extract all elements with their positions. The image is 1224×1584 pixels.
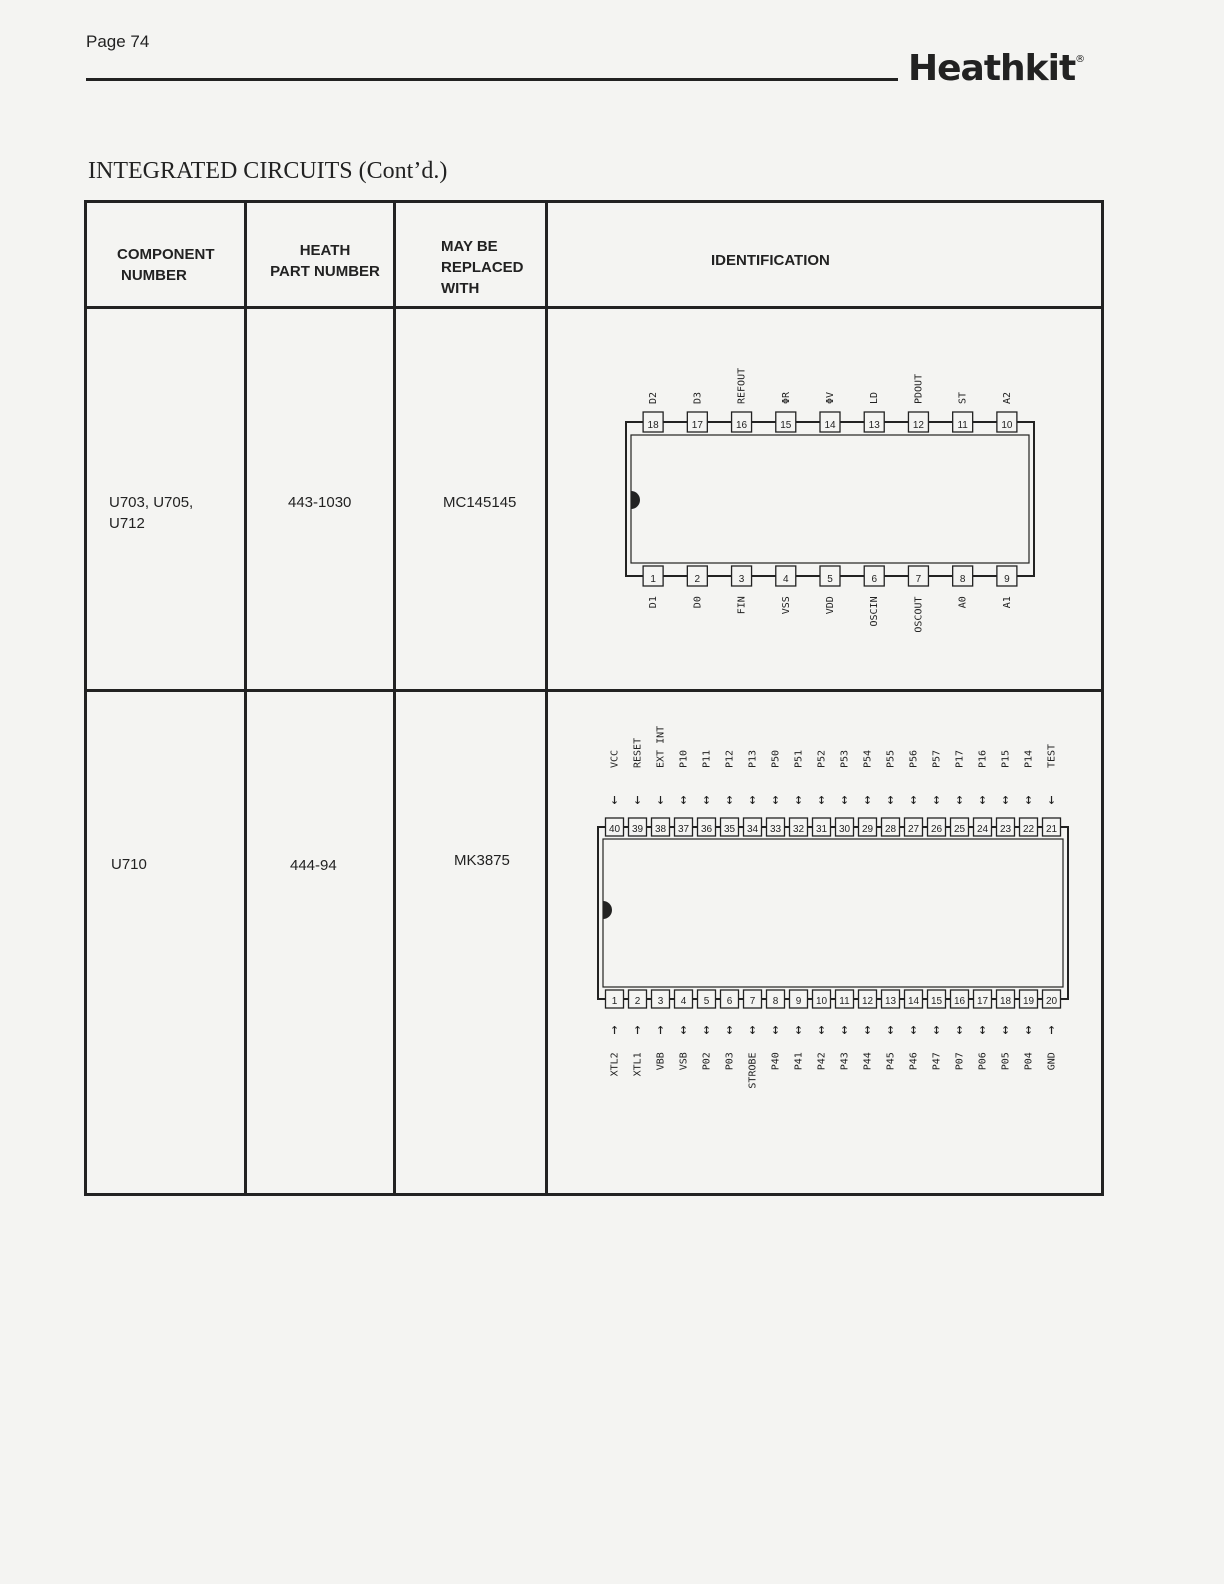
pin-number: 6 [726, 996, 733, 1007]
pin-label: D2 [648, 391, 660, 404]
pin-number: 7 [749, 996, 756, 1007]
component-line: U712 [109, 515, 145, 532]
pin-label: P53 [839, 749, 851, 768]
signal-arrow: ↕ [724, 790, 735, 808]
pin-number: 18 [999, 996, 1012, 1007]
signal-arrow: ↑ [609, 1020, 620, 1038]
pin-label: P45 [885, 1052, 897, 1071]
signal-arrow: ↕ [747, 790, 758, 808]
signal-arrow: ↕ [908, 1020, 919, 1038]
ic-body-inner [603, 839, 1063, 987]
pin-number: 7 [915, 574, 922, 585]
pin-label: P15 [1000, 749, 1012, 768]
pin-number: 19 [1022, 996, 1035, 1007]
pin-label: D1 [648, 596, 660, 609]
pin-number: 28 [884, 824, 897, 835]
pin-number: 12 [912, 420, 925, 431]
signal-arrow: ↓ [655, 790, 666, 808]
pin-label: P13 [747, 749, 759, 768]
pin-number: 27 [907, 824, 920, 835]
pin-label: D3 [692, 391, 704, 404]
pin-label: GND [1046, 1052, 1058, 1071]
pin-number: 30 [838, 824, 851, 835]
pin-number: 22 [1022, 824, 1035, 835]
pin-number: 26 [930, 824, 943, 835]
pin-label: P41 [793, 1052, 805, 1071]
pin-number: 15 [780, 420, 792, 431]
pin-number: 8 [959, 574, 966, 585]
pin-label: ΦV [825, 391, 836, 404]
signal-arrow: ↕ [954, 1020, 965, 1038]
signal-arrow: ↕ [747, 1020, 758, 1038]
signal-arrow: ↕ [701, 1020, 712, 1038]
pin-number: 2 [634, 996, 641, 1007]
signal-arrow: ↕ [678, 790, 689, 808]
section-title: INTEGRATED CIRCUITS (Cont’d.) [88, 158, 448, 184]
signal-arrow: ↕ [678, 1020, 689, 1038]
ic-body [598, 827, 1068, 999]
pin-number: 36 [700, 824, 713, 835]
signal-arrow: ↕ [862, 790, 873, 808]
signal-arrow: ↕ [931, 790, 942, 808]
pin-label: VSB [678, 1052, 690, 1071]
pin-label: OSCOUT [913, 596, 925, 633]
pin-number: 40 [608, 824, 621, 835]
signal-arrow: ↕ [885, 790, 896, 808]
pin-number: 14 [824, 420, 836, 431]
pin-number: 35 [723, 824, 736, 835]
col-header-line: HEATH [299, 242, 351, 259]
pin-label: XTL2 [609, 1052, 621, 1077]
pin-label: P47 [931, 1052, 943, 1071]
pin-label: A2 [1001, 391, 1013, 404]
signal-arrow: ↕ [724, 1020, 735, 1038]
pin-label: OSCIN [869, 596, 881, 627]
pin-label: P11 [701, 749, 713, 768]
pin-label: P17 [954, 749, 966, 768]
pin-number: 13 [884, 996, 897, 1007]
pin-label: P44 [862, 1052, 874, 1071]
signal-arrow: ↕ [931, 1020, 942, 1038]
col-header-identification: IDENTIFICATION [711, 252, 830, 269]
pin-number: 33 [769, 824, 782, 835]
pin-label: P07 [954, 1052, 966, 1071]
signal-arrow: ↕ [977, 1020, 988, 1038]
pin-label: P02 [701, 1052, 713, 1071]
signal-arrow: ↕ [839, 790, 850, 808]
pin-number: 32 [792, 824, 805, 835]
pin-number: 12 [861, 996, 874, 1007]
page-number: Page 74 [86, 32, 150, 51]
pin-label: P10 [678, 749, 690, 768]
signal-arrow: ↕ [1000, 790, 1011, 808]
pin-label: P54 [862, 749, 874, 768]
signal-arrow: ↓ [632, 790, 643, 808]
pin-number: 24 [976, 824, 989, 835]
pin1-notch [603, 901, 612, 919]
signal-arrow: ↓ [1046, 790, 1057, 808]
signal-arrow: ↕ [816, 1020, 827, 1038]
registered-mark: ® [1075, 54, 1085, 65]
pin-label: XTL1 [632, 1052, 644, 1077]
pin-label: LD [869, 391, 881, 404]
row2-replacement: MK3875 [454, 852, 510, 869]
pin-label: P43 [839, 1052, 851, 1071]
pin-number: 23 [999, 824, 1012, 835]
pin-label: VCC [609, 749, 621, 768]
pin-label: P06 [977, 1052, 989, 1071]
signal-arrow: ↕ [770, 790, 781, 808]
component-line: U703, U705, [109, 494, 194, 511]
pin-label: D0 [692, 596, 704, 609]
col-header-line: WITH [441, 280, 480, 297]
ic-body-inner [631, 435, 1029, 563]
pin-number: 13 [868, 420, 880, 431]
pin-number: 38 [654, 824, 667, 835]
pin-label: STROBE [747, 1052, 759, 1089]
pin-number: 14 [907, 996, 920, 1007]
signal-arrow: ↓ [609, 790, 620, 808]
pin-label: P04 [1023, 1052, 1035, 1071]
signal-arrow: ↕ [908, 790, 919, 808]
pin-number: 2 [694, 574, 701, 585]
pin-label: VDD [825, 596, 836, 615]
signal-arrow: ↑ [632, 1020, 643, 1038]
pin-label: P52 [816, 749, 828, 768]
pin-number: 37 [677, 824, 690, 835]
row2-heath-part: 444-94 [290, 857, 337, 874]
pin-label: P03 [724, 1052, 736, 1071]
pin-label: P57 [931, 749, 943, 768]
col-header-line: MAY BE [441, 238, 498, 255]
signal-arrow: ↕ [793, 790, 804, 808]
pin-label: TEST [1046, 743, 1058, 768]
pin-label: P14 [1023, 749, 1035, 768]
pin-number: 5 [827, 574, 833, 585]
pin-label: P50 [770, 749, 782, 768]
pin-number: 31 [815, 824, 828, 835]
pin-number: 10 [815, 996, 828, 1007]
pin-number: 11 [839, 996, 850, 1007]
pin-label: A1 [1001, 596, 1013, 609]
pin-number: 8 [772, 996, 779, 1007]
pin-number: 3 [657, 996, 664, 1007]
signal-arrow: ↕ [954, 790, 965, 808]
signal-arrow: ↕ [1000, 1020, 1011, 1038]
pin-number: 20 [1045, 996, 1058, 1007]
row1-replacement: MC145145 [443, 494, 517, 511]
col-header-line: NUMBER [121, 267, 187, 284]
pin-label: ST [957, 391, 969, 404]
pin-label: P16 [977, 749, 989, 768]
ic-mc145145-pinout [626, 412, 1034, 586]
pin1-notch [631, 491, 640, 509]
pin-number: 4 [782, 574, 789, 585]
ic-mk3875-pinout [598, 790, 1068, 1038]
pin-label: P05 [1000, 1052, 1012, 1071]
pin-number: 18 [647, 420, 659, 431]
pin-number: 16 [735, 420, 748, 431]
signal-arrow: ↕ [816, 790, 827, 808]
col-header-line: REPLACED [441, 259, 524, 276]
signal-arrow: ↕ [701, 790, 712, 808]
pin-number: 1 [611, 996, 618, 1007]
signal-arrow: ↕ [862, 1020, 873, 1038]
pin-label: P46 [908, 1052, 920, 1071]
signal-arrow: ↕ [770, 1020, 781, 1038]
signal-arrow: ↕ [793, 1020, 804, 1038]
pin-number: 29 [861, 824, 874, 835]
col-header-line: COMPONENT [117, 246, 215, 263]
pin-number: 17 [691, 420, 703, 431]
pin-number: 17 [976, 996, 989, 1007]
pin-label: FIN [736, 596, 748, 615]
signal-arrow: ↕ [1023, 790, 1034, 808]
pin-number: 11 [957, 420, 968, 431]
pin-number: 21 [1045, 824, 1058, 835]
signal-arrow: ↕ [977, 790, 988, 808]
pin-label: A0 [957, 596, 969, 609]
pin-label: REFOUT [736, 367, 748, 404]
pin-label: VSS [780, 596, 792, 615]
pin-number: 6 [871, 574, 878, 585]
signal-arrow: ↑ [655, 1020, 666, 1038]
pin-label: P55 [885, 749, 897, 768]
pin-number: 5 [703, 996, 710, 1007]
pin-label: P56 [908, 749, 920, 768]
signal-arrow: ↕ [839, 1020, 850, 1038]
pin-label: EXT INT [655, 725, 667, 768]
pin-label: VBB [655, 1052, 667, 1071]
pin-label: P12 [724, 749, 736, 768]
pin-number: 25 [953, 824, 966, 835]
pin-number: 10 [1001, 420, 1013, 431]
pin-number: 39 [631, 824, 644, 835]
component-line: U710 [111, 856, 147, 873]
row1-heath-part: 443-1030 [288, 494, 352, 511]
pin-label: P51 [793, 749, 805, 768]
pin-label: P40 [770, 1052, 782, 1071]
pin-number: 15 [930, 996, 943, 1007]
pin-number: 9 [795, 996, 802, 1007]
brand-name: Heathkit [908, 48, 1076, 89]
signal-arrow: ↕ [885, 1020, 896, 1038]
pin-label: PDOUT [913, 373, 925, 404]
pin-number: 1 [650, 574, 656, 585]
signal-arrow: ↑ [1046, 1020, 1057, 1038]
col-header-line: PART NUMBER [270, 263, 380, 280]
pin-label: RESET [632, 737, 644, 768]
pin-number: 34 [746, 824, 759, 835]
pin-number: 3 [738, 574, 745, 585]
pin-label: ΦR [780, 391, 792, 404]
ic-body [626, 422, 1034, 576]
pin-number: 16 [953, 996, 966, 1007]
pin-number: 9 [1004, 574, 1010, 585]
pin-label: P42 [816, 1052, 828, 1071]
signal-arrow: ↕ [1023, 1020, 1034, 1038]
pin-number: 4 [680, 996, 687, 1007]
